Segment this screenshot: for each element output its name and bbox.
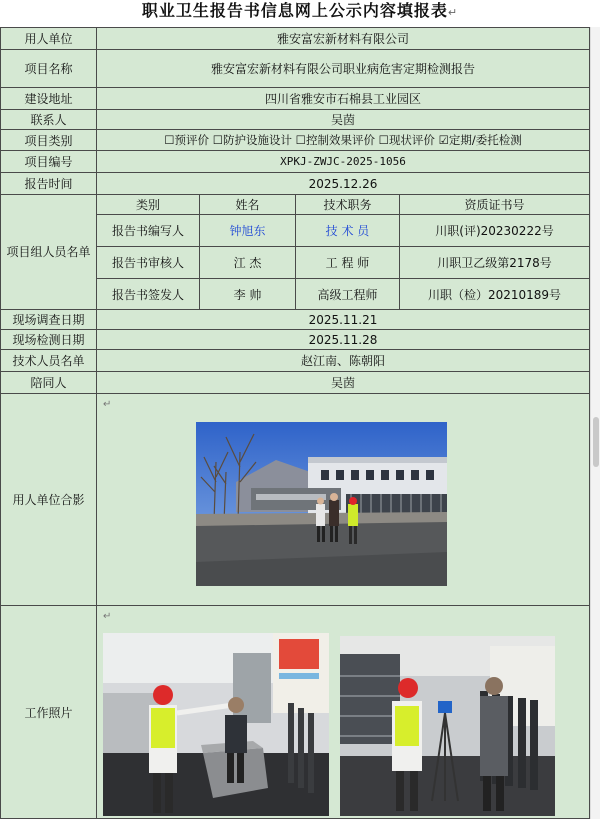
team-member-title[interactable]: 高级工程师 <box>296 279 400 310</box>
category-label: 项目类别 <box>1 130 97 151</box>
survey-date-value[interactable]: 2025.11.21 <box>97 310 590 330</box>
category-option[interactable]: ☐控制效果评价 <box>295 133 375 147</box>
work-photo-1[interactable] <box>103 633 329 816</box>
checkbox-icon[interactable]: ☐ <box>164 133 175 147</box>
employer-label: 用人单位 <box>1 28 97 50</box>
checked-checkbox-icon[interactable]: ☑ <box>438 133 449 147</box>
team-member-name[interactable]: 江 杰 <box>200 247 296 279</box>
category-option[interactable]: ☐现状评价 <box>378 133 435 147</box>
people-group <box>316 493 358 544</box>
team-label: 项目组人员名单 <box>1 195 97 310</box>
project-no-label: 项目编号 <box>1 151 97 173</box>
team-member-cert[interactable]: 川职(评)20230222号 <box>400 215 590 247</box>
team-member-cert[interactable]: 川职（检）20210189号 <box>400 279 590 310</box>
address-label: 建设地址 <box>1 88 97 110</box>
technicians-label: 技术人员名单 <box>1 350 97 372</box>
companion-label: 陪同人 <box>1 372 97 394</box>
work-photos-label: 工作照片 <box>1 606 97 819</box>
companion-value[interactable]: 吴茵 <box>97 372 590 394</box>
team-member-title[interactable]: 工 程 师 <box>296 247 400 279</box>
team-header-name: 姓名 <box>200 195 296 215</box>
project-no-value[interactable]: XPKJ-ZWJC-2025-1056 <box>97 151 590 173</box>
contact-label: 联系人 <box>1 110 97 130</box>
team-member-type: 报告书编写人 <box>97 215 200 247</box>
team-member-name[interactable]: 李 帅 <box>200 279 296 310</box>
work-photo-2[interactable] <box>340 636 555 816</box>
test-date-value[interactable]: 2025.11.28 <box>97 330 590 350</box>
team-member-title[interactable]: 技 术 员 <box>296 215 400 247</box>
team-member-name[interactable]: 钟旭东 <box>200 215 296 247</box>
team-header-cert: 资质证书号 <box>400 195 590 215</box>
workshop-photo-1 <box>103 633 329 816</box>
workshop-photo-2 <box>340 636 555 816</box>
group-photo[interactable] <box>196 422 447 586</box>
technicians-value[interactable]: 赵江南、陈朝阳 <box>97 350 590 372</box>
address-value[interactable]: 四川省雅安市石棉县工业园区 <box>97 88 590 110</box>
contact-value[interactable]: 吴茵 <box>97 110 590 130</box>
project-name-value[interactable]: 雅安富宏新材料有限公司职业病危害定期检测报告 <box>97 50 590 88</box>
team-member-cert[interactable]: 川职卫乙级第2178号 <box>400 247 590 279</box>
paragraph-mark: ↵ <box>103 611 112 622</box>
checkbox-icon[interactable]: ☐ <box>295 133 306 147</box>
team-header-type: 类别 <box>97 195 200 215</box>
checkbox-icon[interactable]: ☐ <box>378 133 389 147</box>
test-date-label: 现场检测日期 <box>1 330 97 350</box>
project-name-label: 项目名称 <box>1 50 97 88</box>
survey-date-label: 现场调查日期 <box>1 310 97 330</box>
group-photo-label: 用人单位合影 <box>1 394 97 606</box>
category-option[interactable]: ☐防护设施设计 <box>212 133 292 147</box>
factory-gate-photo <box>196 422 447 586</box>
checkbox-icon[interactable]: ☐ <box>212 133 223 147</box>
report-time-value[interactable]: 2025.12.26 <box>97 173 590 195</box>
vertical-scrollbar[interactable] <box>590 27 600 819</box>
category-option[interactable]: ☑定期/委托检测 <box>438 133 522 147</box>
team-header-title: 技术职务 <box>296 195 400 215</box>
page-title: 职业卫生报告书信息网上公示内容填报表↵ <box>141 1 459 20</box>
team-member-type: 报告书审核人 <box>97 247 200 279</box>
employer-value[interactable]: 雅安富宏新材料有限公司 <box>97 28 590 50</box>
report-time-label: 报告时间 <box>1 173 97 195</box>
team-member-type: 报告书签发人 <box>97 279 200 310</box>
scrollbar-thumb[interactable] <box>593 417 599 467</box>
category-option[interactable]: ☐预评价 <box>164 133 210 147</box>
category-options <box>97 130 590 151</box>
paragraph-mark: ↵ <box>103 399 112 410</box>
